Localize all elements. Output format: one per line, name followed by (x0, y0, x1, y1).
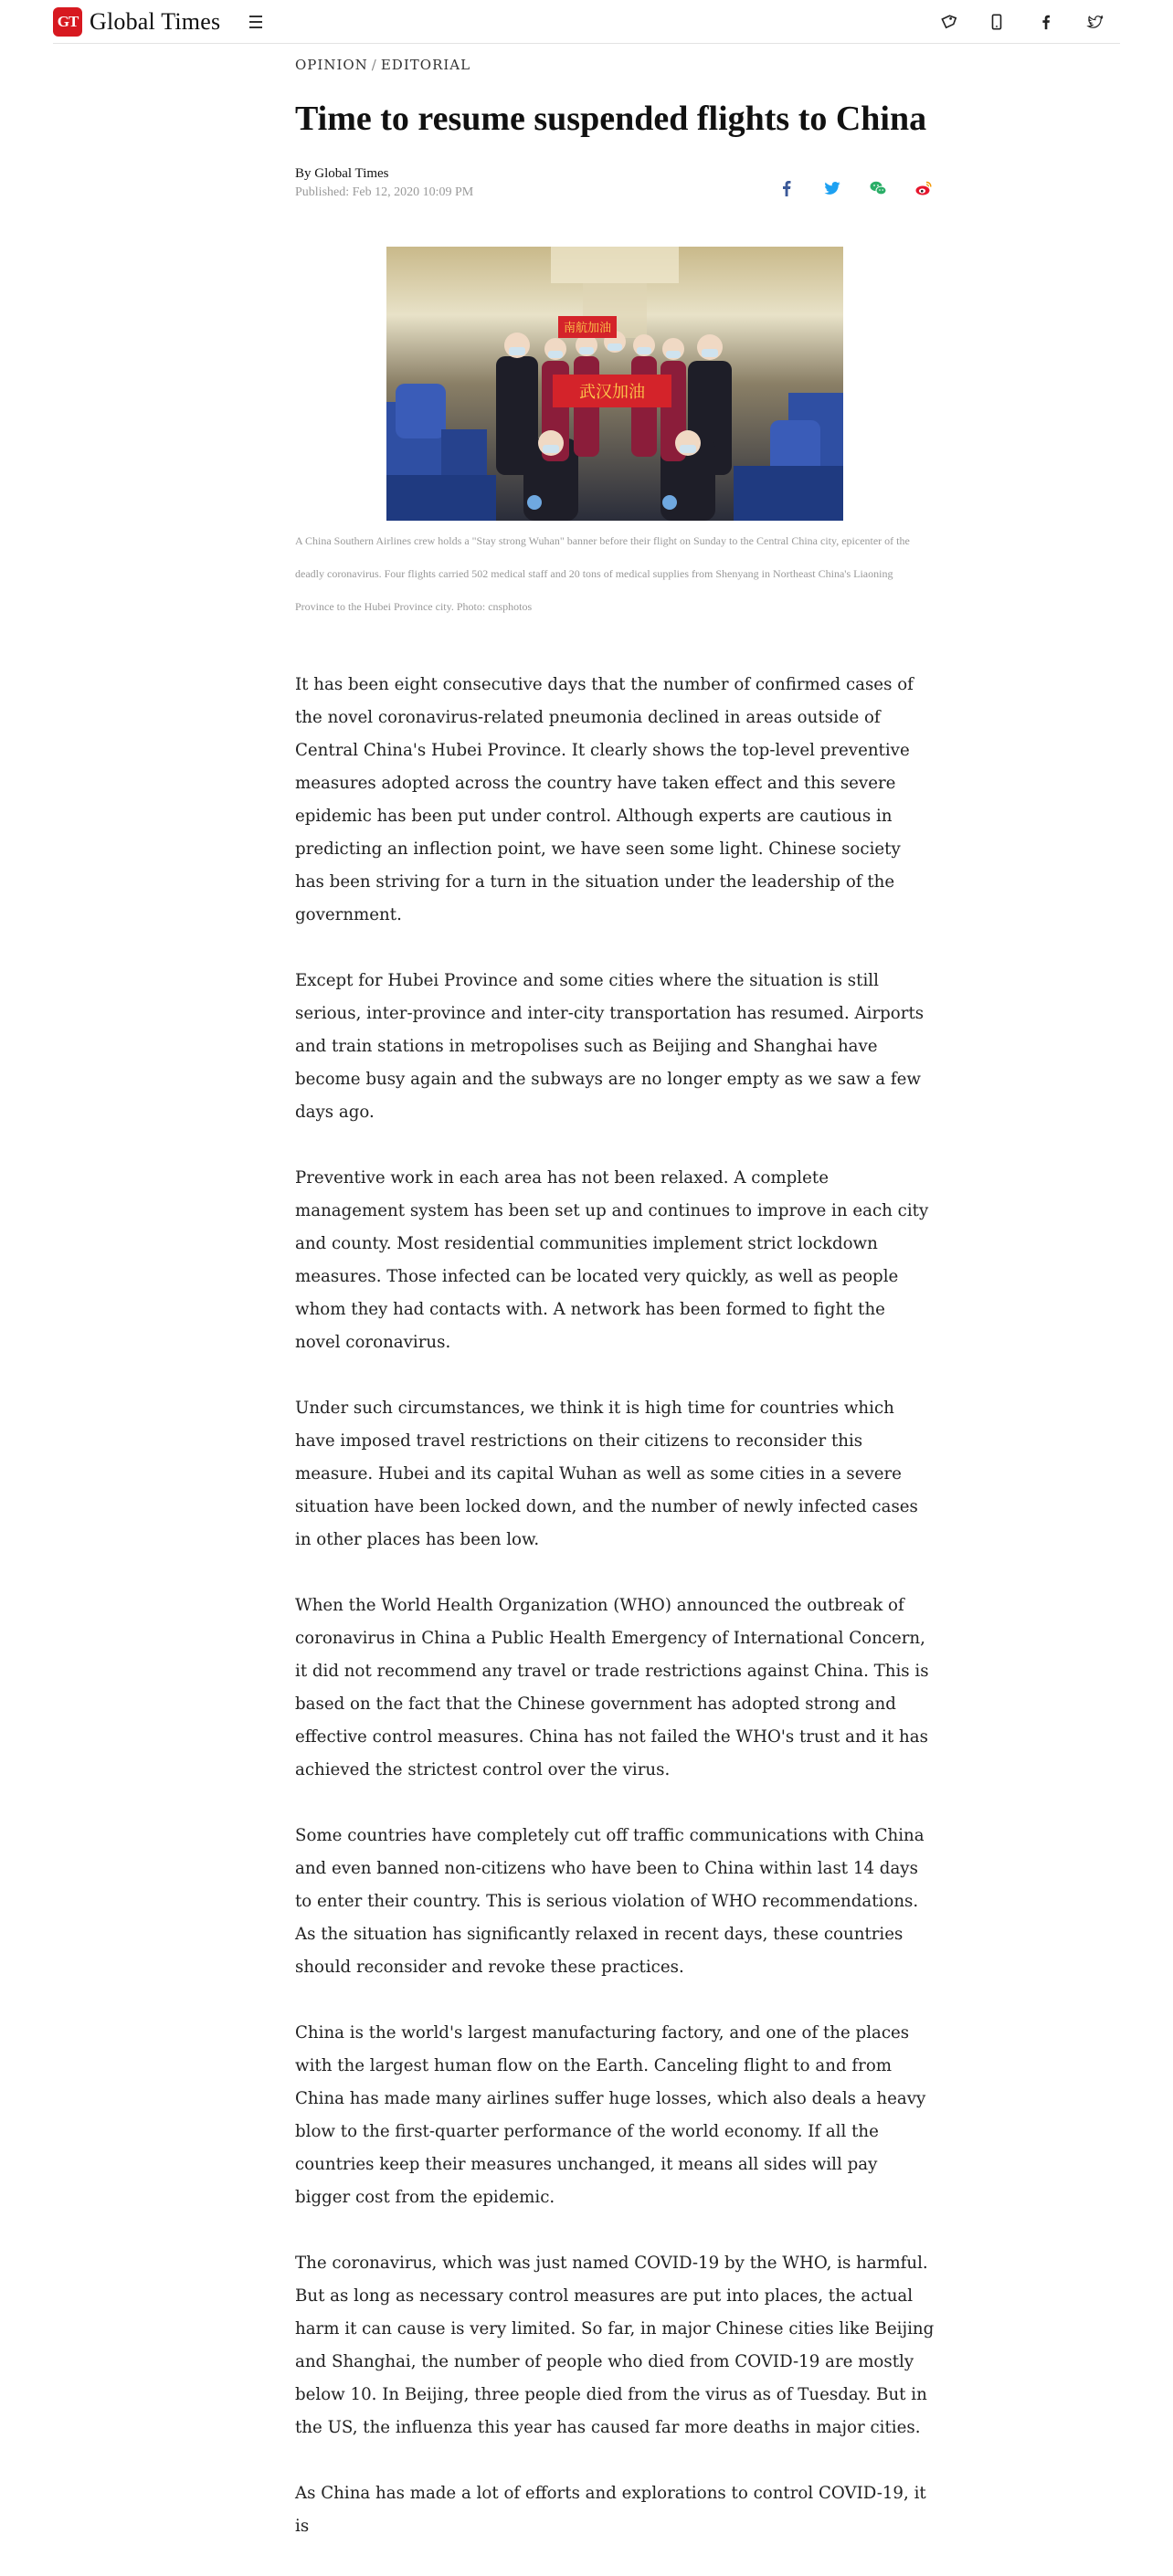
article-photo (386, 247, 843, 521)
article-paragraph: It has been eight consecutive days that the number of confirmed cases of the novel coronavirus-related pneumonia declined in areas outside of Central China's Hubei Province. It clearly shows the top-level preventive measures adopted across the country have taken effect and this severe epidemic has been put under control. Although experts are cautious in predicting an inflection point, we have seen some light. Chinese society has been striving for a turn in the situation under the leadership of the government. (295, 674, 914, 924)
weibo-share-icon[interactable] (913, 177, 935, 199)
article-body (295, 669, 935, 2543)
article-paragraph: China is the world's largest manufacturing factory, and one of the places with the largest human flow on the Earth. Canceling flight to and from China has made many airlines suffer huge losses, which also deals a heavy blow to the first-quarter performance of the world economy. If all the countries keep their measures unchanged, it means all sides will pay bigger cost from the epidemic. (295, 2022, 926, 2207)
breadcrumb-separator: / (371, 57, 377, 73)
share-bar (776, 177, 935, 199)
article-paragraph: Some countries have completely cut off traffic communications with China and even banned non-citizens who have been to China within last 14 days to enter their country. This is serious violation of WHO recommendations. As the situation has significantly relaxed in recent days, these countries should reconsider and revoke these practices. (295, 1825, 925, 1977)
byline-row (295, 166, 935, 206)
site-header (0, 0, 1173, 44)
photo-caption: A China Southern Airlines crew holds a "Stay strong Wuhan" banner before their flight on Sunday to the Central China city, epicenter of the deadly coronavirus. Four flights carried 502 medical staff and 20 tons of medical supplies from Shenyang in Northeast China's Liaoning Province to the Hubei Province city. Photo: cnsphotos (295, 533, 910, 613)
twitter-share-icon[interactable] (821, 177, 843, 199)
mobile-icon[interactable] (972, 9, 1021, 35)
article-paragraph: Preventive work in each area has not been relaxed. A complete management system has been set up and continues to improve in each city and county. Most residential communities implement strict lockdown measures. Those infected can be located very quickly, as well as people whom they had contacts with. A network has been formed to fight the novel coronavirus. (295, 1167, 929, 1352)
header-icons (923, 9, 1120, 35)
article (295, 57, 935, 2576)
wechat-share-icon[interactable] (867, 177, 889, 199)
twitter-icon[interactable] (1071, 9, 1120, 35)
breadcrumb (295, 57, 935, 80)
site-logo[interactable] (53, 7, 220, 37)
photo-banner-main-text: 武汉加油 (579, 382, 645, 402)
article-paragraph: Except for Hubei Province and some cities where the situation is still serious, inter-province and inter-city transportation has resumed. Airports and train stations in metropolises such as Beijing and Shanghai have become busy again and the subways are no longer empty as we saw a few days ago. (295, 970, 925, 1122)
breadcrumb-section-link[interactable]: OPINION (295, 57, 368, 73)
header-divider (53, 43, 1120, 44)
hamburger-menu-icon[interactable] (249, 11, 266, 33)
logo-text: Global Times (90, 8, 221, 35)
facebook-icon[interactable] (1021, 9, 1071, 35)
logo-badge: GT (53, 7, 82, 37)
publish-date: Published: Feb 12, 2020 10:09 PM (295, 185, 474, 199)
article-paragraph: Under such circumstances, we think it is high time for countries which have imposed travel restrictions on their citizens to reconsider this measure. Hubei and its capital Wuhan as well as some cities in a severe situation have been locked down, and the number of newly infected cases in other places has been low. (295, 1398, 918, 1549)
tag-icon[interactable] (923, 9, 972, 35)
article-title: Time to resume suspended flights to China (295, 100, 927, 138)
facebook-share-icon[interactable] (776, 177, 798, 199)
article-paragraph: The coronavirus, which was just named COVID-19 by the WHO, is harmful. But as long as necessary control measures are put into places, the actual harm it can cause is very limited. So far, in major Chinese cities like Beijing and Shanghai, the number of people who died from COVID-19 are mostly below 10. In Beijing, three people died from the virus as of Tuesday. But in the US, the influenza this year has caused far more deaths in major cities. (295, 2253, 935, 2437)
article-paragraph: As China has made a lot of efforts and explorations to control COVID-19, it is (295, 2483, 926, 2536)
photo-banner-top-text: 南航加油 (563, 321, 612, 335)
breadcrumb-subsection-link[interactable]: EDITORIAL (380, 57, 471, 73)
author-byline: By Global Times (295, 165, 389, 181)
article-paragraph: When the World Health Organization (WHO) announced the outbreak of coronavirus in China a Public Health Emergency of International Concern, it did not recommend any travel or trade restrictions against China. This is based on the fact that the Chinese government has adopted strong and effective control measures. China has not failed the WHO's trust and it has achieved the strictest control over the virus. (295, 1595, 929, 1779)
